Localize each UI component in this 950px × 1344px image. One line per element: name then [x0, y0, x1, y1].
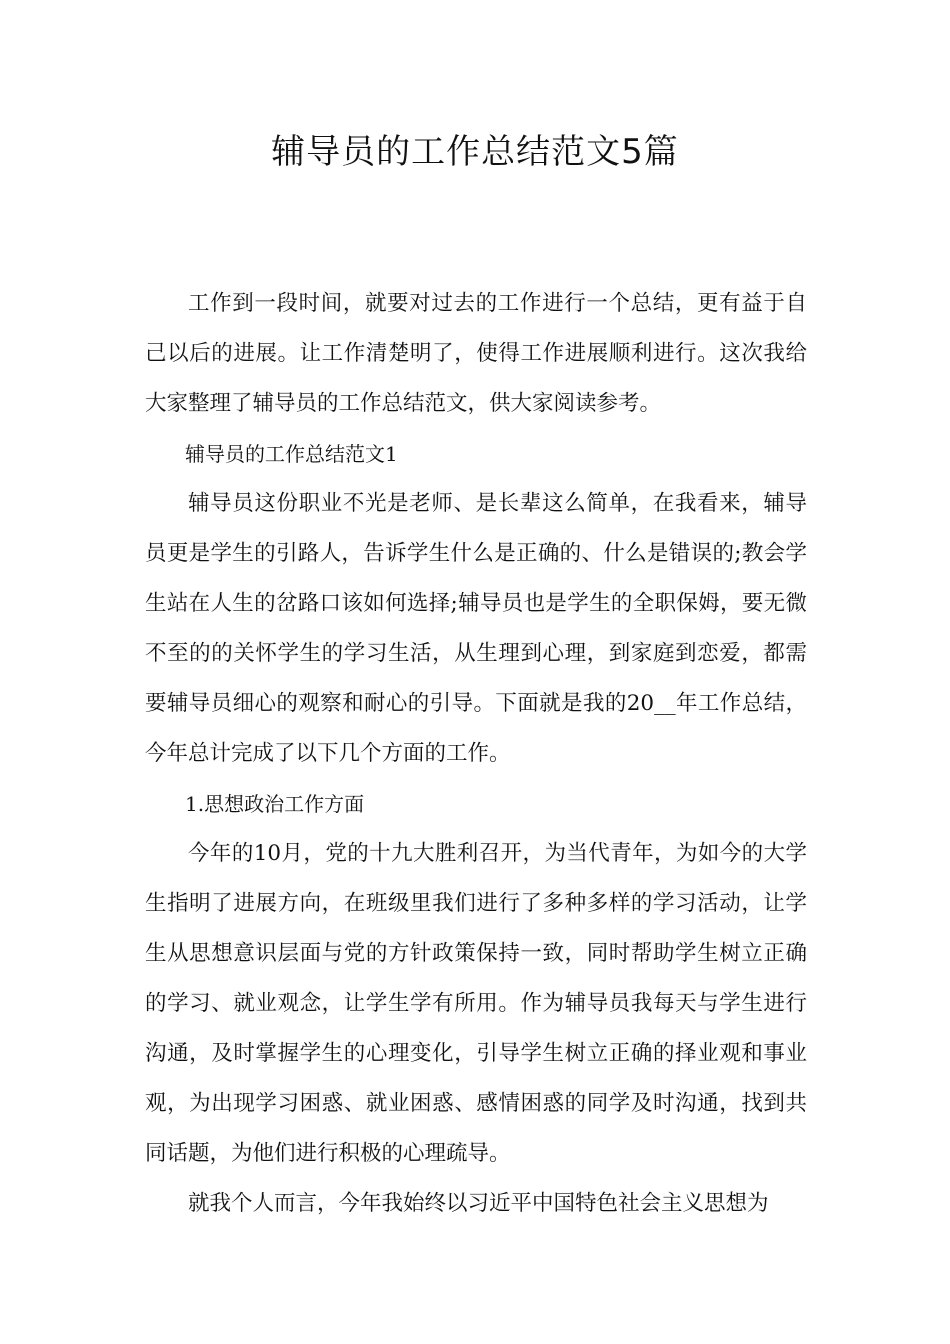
personal-paragraph: 就我个人而言，今年我始终以习近平中国特色社会主义思想为: [188, 1191, 769, 1216]
section-heading-sample-1: 辅导员的工作总结范文1: [185, 442, 398, 466]
intro-paragraph: 工作到一段时间，就要对过去的工作进行一个总结，更有益于自己以后的进展。让工作清楚明了，使得工作进展顺利进行。这次我给大家整理了辅导员的工作总结范文，供大家阅读参考。: [145, 291, 807, 416]
subsection-heading-political-work: 1.思想政治工作方面: [185, 792, 365, 816]
political-work-paragraph: 今年的10月，党的十九大胜利召开，为当代青年，为如今的大学生指明了进展方向，在班级里我们进行了多种多样的学习活动，让学生从思想意识层面与党的方针政策保持一致，同时帮助学生树立正确的学习、就业观念，让学生学有所用。作为辅导员我每天与学生进行沟通，及时掌握学生的心理变化，引导学生树立正确的择业观和事业观，为出现学习困惑、就业困惑、感情困惑的同学及时沟通，找到共同话题，为他们进行积极的心理疏导。: [145, 841, 807, 1166]
document-title: 辅导员的工作总结范文5篇: [271, 132, 679, 172]
sample-1-paragraph: 辅导员这份职业不光是老师、是长辈这么简单，在我看来，辅导员更是学生的引路人，告诉学生什么是正确的、什么是错误的;教会学生站在人生的岔路口该如何选择;辅导员也是学生的全职保姆，要无微不至的的关怀学生的学习生活，从生理到心理，到家庭到恋爱，都需要辅导员细心的观察和耐心的引导。下面就是我的20__年工作总结，今年总计完成了以下几个方面的工作。: [145, 491, 807, 766]
document-body: [145, 279, 807, 1229]
